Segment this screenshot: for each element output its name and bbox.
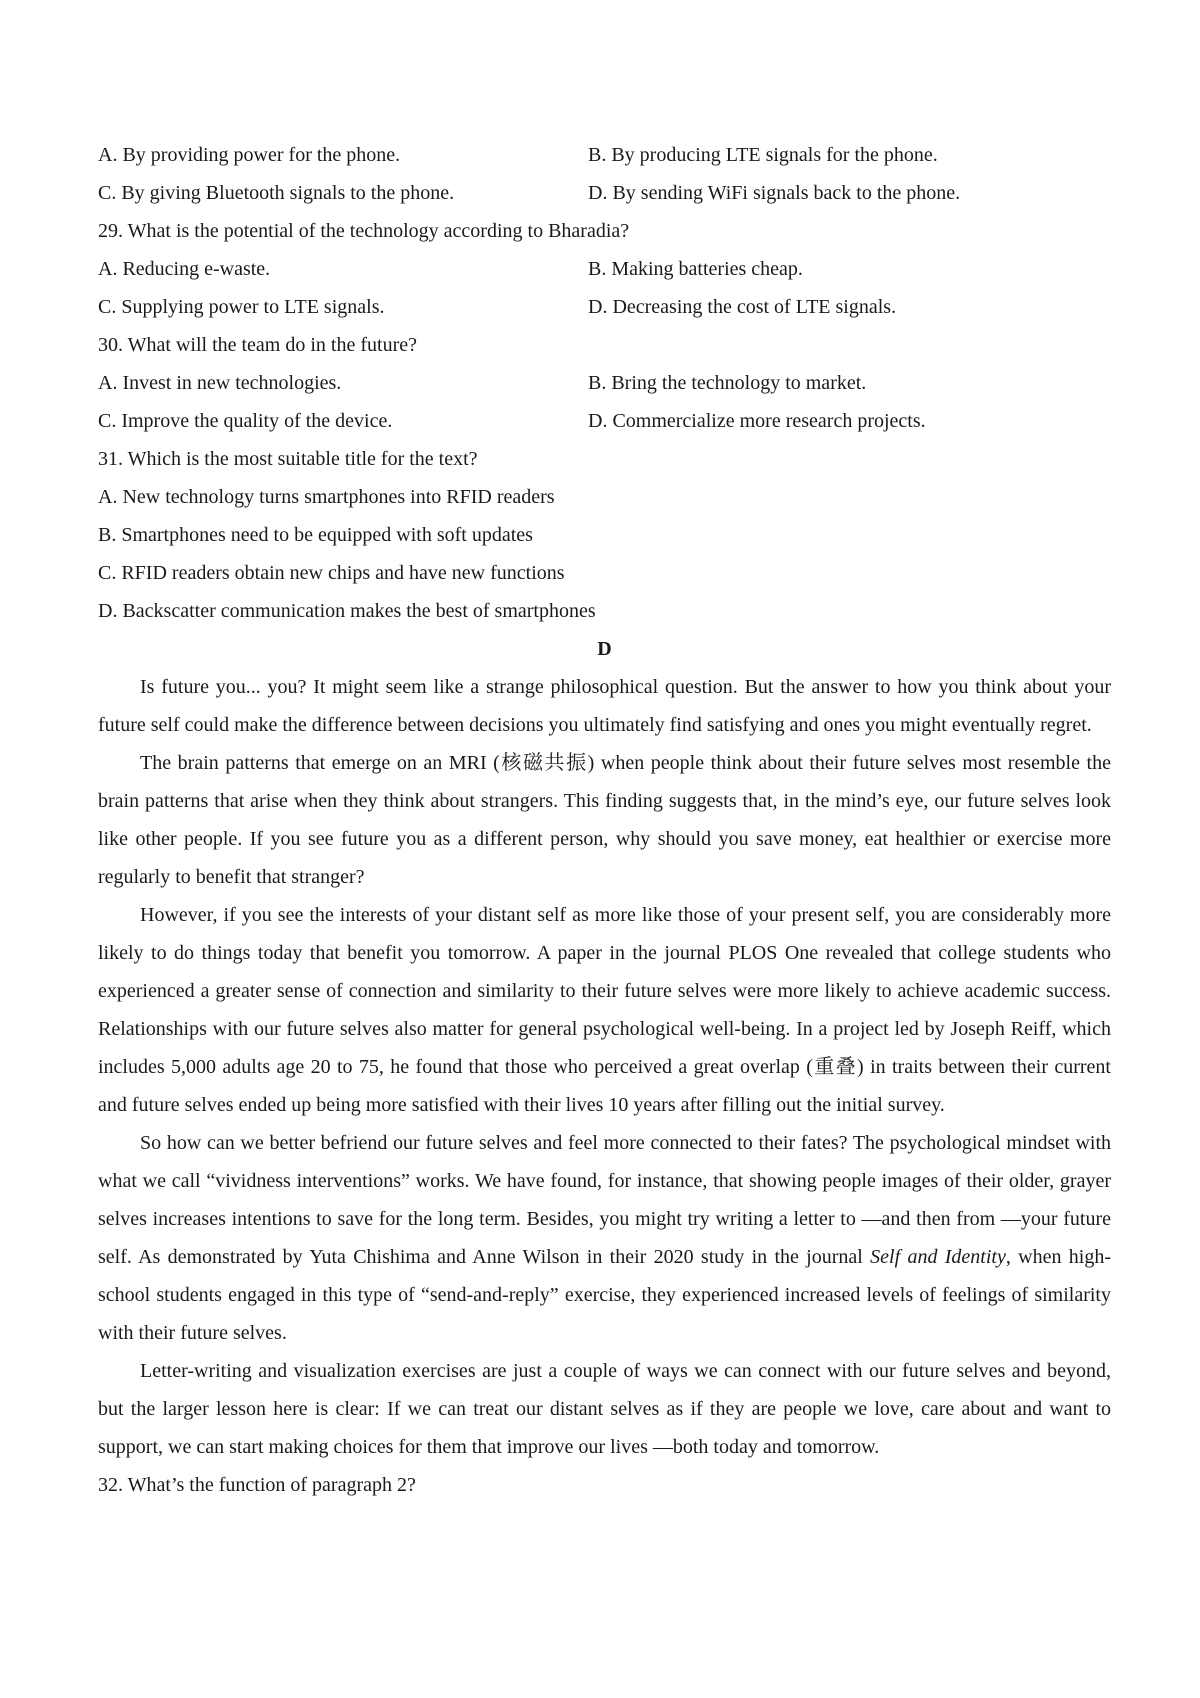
exam-page xyxy=(98,136,1111,1504)
q28-option-d: D. By sending WiFi signals back to the phone. xyxy=(588,182,961,204)
passage-paragraph-5: Letter-writing and visualization exercises are just a couple of ways we can connect with our future selves and beyond, but the larger lesson here is clear: If we can treat our distant selves as if they are people we love, care about and want to support, we can start making choices for them that improve our lives —both today and tomorrow. xyxy=(98,1360,1111,1458)
q30-option-d: D. Commercialize more research projects. xyxy=(588,410,926,432)
passage-paragraph-1: Is future you... you? It might seem like a strange philosophical question. But the answer to how you think about your future self could make the difference between decisions you ultimately find satisfying and ones you might eventually regret. xyxy=(98,676,1111,736)
passage-paragraph-4 xyxy=(98,1124,1111,1352)
q29-option-d: D. Decreasing the cost of LTE signals. xyxy=(588,296,897,318)
q31-option-c: C. RFID readers obtain new chips and have new functions xyxy=(98,562,565,584)
q29-option-b: B. Making batteries cheap. xyxy=(588,258,803,280)
section-heading: D xyxy=(597,638,612,660)
q29-question: 29. What is the potential of the technology according to Bharadia? xyxy=(98,220,630,242)
q29-option-a: A. Reducing e-waste. xyxy=(98,258,271,280)
q30-option-c: C. Improve the quality of the device. xyxy=(98,410,393,432)
q31-option-d: D. Backscatter communication makes the best of smartphones xyxy=(98,600,596,622)
q31-option-b: B. Smartphones need to be equipped with soft updates xyxy=(98,524,533,546)
q29-option-c: C. Supplying power to LTE signals. xyxy=(98,296,385,318)
q28-options xyxy=(98,136,1111,212)
q30-option-b: B. Bring the technology to market. xyxy=(588,372,867,394)
q31-question: 31. Which is the most suitable title for the text? xyxy=(98,448,478,470)
passage-paragraph-3: However, if you see the interests of your distant self as more like those of your present self, you are considerably more likely to do things today that benefit you tomorrow. A paper in the journal PLOS One revealed that college students who experienced a greater sense of connection and similarity to their future selves were more likely to achieve academic success. Relationships with our future selves also matter for general psychological well-being. In a project led by Joseph Reiff, which includes 5,000 adults age 20 to 75, he found that those who perceived a great overlap (重叠) in traits between their current and future selves ended up being more satisfied with their lives 10 years after filling out the initial survey. xyxy=(98,904,1111,1116)
passage-paragraph-2: The brain patterns that emerge on an MRI (核磁共振) when people think about their future selves most resemble the brain patterns that arise when they think about strangers. This finding suggests that, in the mind’s eye, our future selves look like other people. If you see future you as a different person, why should you save money, eat healthier or exercise more regularly to benefit that stranger? xyxy=(98,752,1111,888)
paragraph-4-text-start: So how can we better befriend our future selves and feel more connected to their fates? The psychological mindset with what we call “vividness interventions” works. We have found, for instance, that showing people images of their older, grayer selves increases intentions to save for the long term. Besides, you might try writing a letter to —and then from —your future self. As demonstrated by Yuta Chishima and Anne Wilson in their 2020 study in the journal xyxy=(98,1132,1111,1268)
q30-option-a: A. Invest in new technologies. xyxy=(98,372,342,394)
q31-option-a: A. New technology turns smartphones into RFID readers xyxy=(98,486,555,508)
q29-options xyxy=(98,250,1111,326)
journal-title: Self and Identity xyxy=(870,1246,1006,1268)
q28-option-a: A. By providing power for the phone. xyxy=(98,144,401,166)
q30-options xyxy=(98,364,1111,440)
q30-question: 30. What will the team do in the future? xyxy=(98,334,417,356)
q28-option-c: C. By giving Bluetooth signals to the phone. xyxy=(98,182,455,204)
q32-question: 32. What’s the function of paragraph 2? xyxy=(98,1474,416,1496)
paragraph-4-text-end: , when high-school students engaged in this type of “send-and-reply” exercise, they experienced increased levels of feelings of similarity with their future selves. xyxy=(98,1246,1111,1344)
q28-option-b: B. By producing LTE signals for the phone. xyxy=(588,144,938,166)
